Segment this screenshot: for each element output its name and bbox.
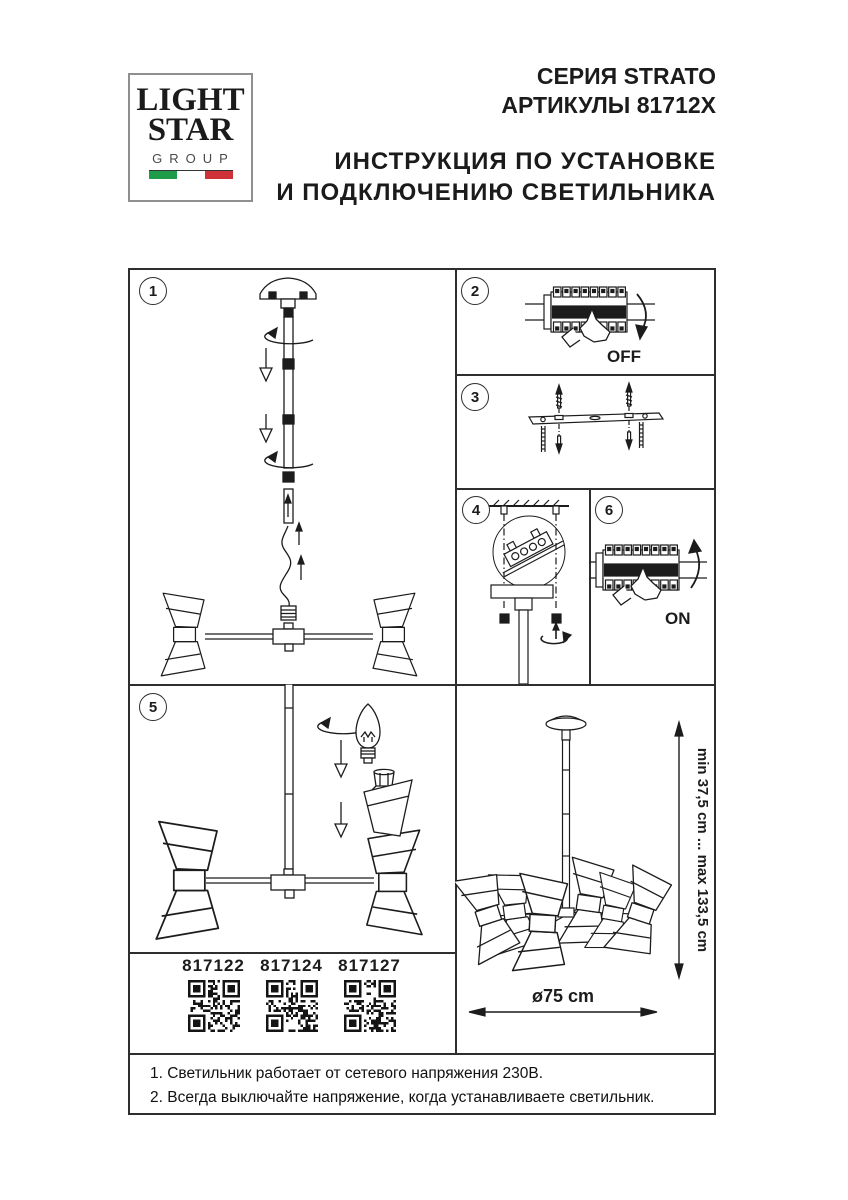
turn-off-arrow (637, 294, 646, 330)
shade-bowtie (373, 593, 417, 676)
lightstar-logo (128, 73, 253, 202)
rod-segment (284, 317, 293, 359)
shade-bowtie (161, 593, 205, 676)
down-arrow (260, 429, 272, 442)
down-arrow (260, 368, 272, 381)
italian-flag-stripe (149, 170, 233, 179)
logo-text-group: GROUP (152, 151, 235, 166)
qr-code (266, 980, 318, 1032)
rod-segment (284, 424, 293, 468)
series-title: СЕРИЯ STRATO (536, 63, 716, 89)
terminal-block (492, 521, 565, 577)
down-arrow (335, 764, 347, 777)
product-code-column (182, 956, 246, 1053)
qr-code (188, 980, 240, 1032)
step-number-1: 1 (139, 277, 167, 305)
diameter-dimension-label: ø75 cm (531, 986, 595, 1006)
wire (280, 526, 291, 606)
diagram-shade-bulb (128, 684, 455, 952)
product-code-column (338, 956, 402, 1053)
canopy-plate (491, 585, 553, 598)
logo-text-star: STAR (147, 112, 234, 148)
note-line-1: 1. Светильник работает от сетевого напряжения 230В. (150, 1065, 544, 1082)
height-dimension-label: min 37,5 cm ... max 133,5 cm (694, 747, 711, 953)
product-code: 817124 (260, 956, 323, 975)
logo-text-light: LIGHT (136, 82, 245, 118)
loose-cone-shade (364, 780, 412, 836)
rod (519, 610, 528, 684)
turn-on-arrow (691, 548, 699, 588)
note-line-2: 2. Всегда выключайте напряжение, когда устанавливаете светильник. (150, 1089, 655, 1106)
safety-notes (128, 1053, 716, 1115)
product-code-column (260, 956, 324, 1053)
product-code: 817122 (182, 956, 245, 975)
down-arrow (335, 824, 347, 837)
wall-anchor (639, 422, 644, 448)
on-label: ON (665, 609, 691, 628)
candle-bulb (356, 704, 380, 763)
instruction-title-line2: И ПОДКЛЮЧЕНИЮ СВЕТИЛЬНИКА (276, 179, 716, 206)
articles-title: АРТИКУЛЫ 81712X (501, 92, 716, 118)
diagram-mounting-bracket (455, 374, 716, 488)
off-label: OFF (607, 347, 641, 366)
wall-anchor (541, 426, 546, 452)
qr-code (344, 980, 396, 1032)
shade-bowtie (367, 830, 422, 934)
shade-bowtie (156, 822, 218, 939)
step-number-4: 4 (462, 496, 490, 524)
step-number-2: 2 (461, 277, 489, 305)
diagram-rod-assembly (128, 268, 455, 684)
product-code: 817127 (338, 956, 401, 975)
hub (271, 875, 305, 890)
diagram-dimensions (455, 684, 716, 1053)
hub (273, 629, 304, 644)
rod (285, 684, 293, 869)
diagram-power-off (455, 268, 716, 374)
step-number-5: 5 (139, 693, 167, 721)
instruction-title (276, 146, 716, 208)
step-number-3: 3 (461, 383, 489, 411)
step-number-6: 6 (595, 496, 623, 524)
instruction-title-line1: ИНСТРУКЦИЯ ПО УСТАНОВКЕ (334, 148, 716, 175)
product-codes-strip (128, 952, 455, 1053)
rod-segment (284, 369, 293, 415)
